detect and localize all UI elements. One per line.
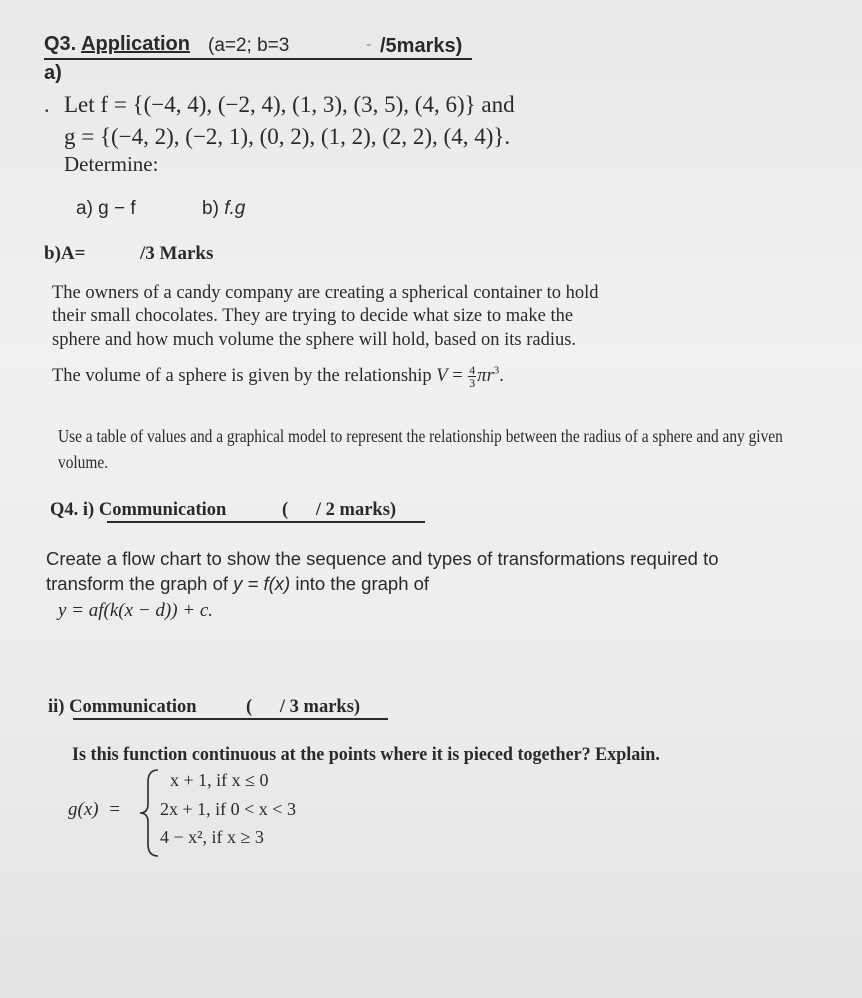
function-lhs: g(x) = <box>68 799 121 820</box>
q3-part-a-label: a) <box>44 62 62 84</box>
determine-label: Determine: <box>64 152 159 176</box>
q4-ii-heading <box>48 697 197 718</box>
q4-title: Communication <box>98 500 227 520</box>
piecewise-case: 2x + 1, if 0 < x < 3 <box>160 799 296 819</box>
q4-underline <box>107 521 425 523</box>
q3-title: Application <box>81 33 190 55</box>
paragraph-line: their small chocolates. They are trying to decide what size to make the <box>52 306 574 326</box>
q3-params: (a=2; b=3 <box>208 35 290 56</box>
continuity-question: Is this function continuous at the points where it is pieced together? Explain. <box>72 744 660 765</box>
q4-ii-title: Communication <box>69 697 197 717</box>
q3-dash: - <box>366 36 372 53</box>
paragraph-line: sphere and how much volume the sphere will hold, based on its radius. <box>52 330 577 350</box>
volume-exponent: 3 <box>493 364 500 377</box>
q3-marks: /5marks) <box>380 35 463 57</box>
q4-expr: y = f(x) <box>233 573 291 594</box>
volume-fraction <box>468 364 476 389</box>
sub-b-label: b) <box>202 198 225 219</box>
f-definition <box>64 92 515 118</box>
q4-prefix: transform the graph of <box>46 573 234 594</box>
volume-lhs: V <box>436 365 448 386</box>
piecewise-brace <box>138 768 160 858</box>
paragraph-line: The owners of a candy company are creating a spherical container to hold <box>52 283 599 303</box>
q3-underline <box>44 58 472 60</box>
instruction-line: Use a table of values and a graphical model to represent the relationship between the radius of a sphere and any given <box>58 426 783 446</box>
b-label: b)A= <box>44 243 86 264</box>
q4-label: Q4. i) <box>50 500 99 520</box>
g-definition: g = {(−4, 2), (−2, 1), (0, 2), (1, 2), (2, 2), (4, 4)}. <box>64 124 511 149</box>
q4-prompt-line <box>46 573 429 595</box>
f-set: f = {(−4, 4), (−2, 4), (1, 3), (3, 5), (4, 6)} and <box>100 92 515 117</box>
piecewise-case: 4 − x², if x ≥ 3 <box>160 827 264 847</box>
q4-ii-marks: ( / 3 marks) <box>246 697 361 717</box>
fraction-denominator: 3 <box>469 376 476 390</box>
f-prefix: Let <box>64 92 101 117</box>
sub-b-expr: f.g <box>224 198 246 219</box>
volume-rhs: πr <box>477 365 494 386</box>
sub-question-a: a) g − f <box>76 198 136 219</box>
bullet: . <box>44 92 50 117</box>
q4-ii-label: ii) <box>48 697 70 717</box>
q3-heading <box>44 33 190 56</box>
q4-suffix: into the graph of <box>290 573 430 594</box>
piecewise-case: x + 1, if x ≤ 0 <box>170 770 269 790</box>
q4-heading <box>50 500 226 521</box>
q4-ii-underline <box>73 718 388 720</box>
volume-formula-line <box>52 364 504 389</box>
fraction-numerator: 4 <box>469 363 476 377</box>
q4-marks: ( / 2 marks) <box>282 500 397 520</box>
volume-text: The volume of a sphere is given by the relationship <box>52 365 437 386</box>
target-equation: y = af(k(x − d)) + c. <box>58 600 214 621</box>
q4-prompt-line: Create a flow chart to show the sequence and types of transformations required to <box>46 548 719 569</box>
b-marks: /3 Marks <box>140 243 214 264</box>
volume-eq: = <box>447 365 468 386</box>
volume-end: . <box>499 365 504 386</box>
instruction-line: volume. <box>58 452 109 472</box>
q3-label: Q3. <box>44 33 77 55</box>
sub-question-b <box>202 198 245 220</box>
